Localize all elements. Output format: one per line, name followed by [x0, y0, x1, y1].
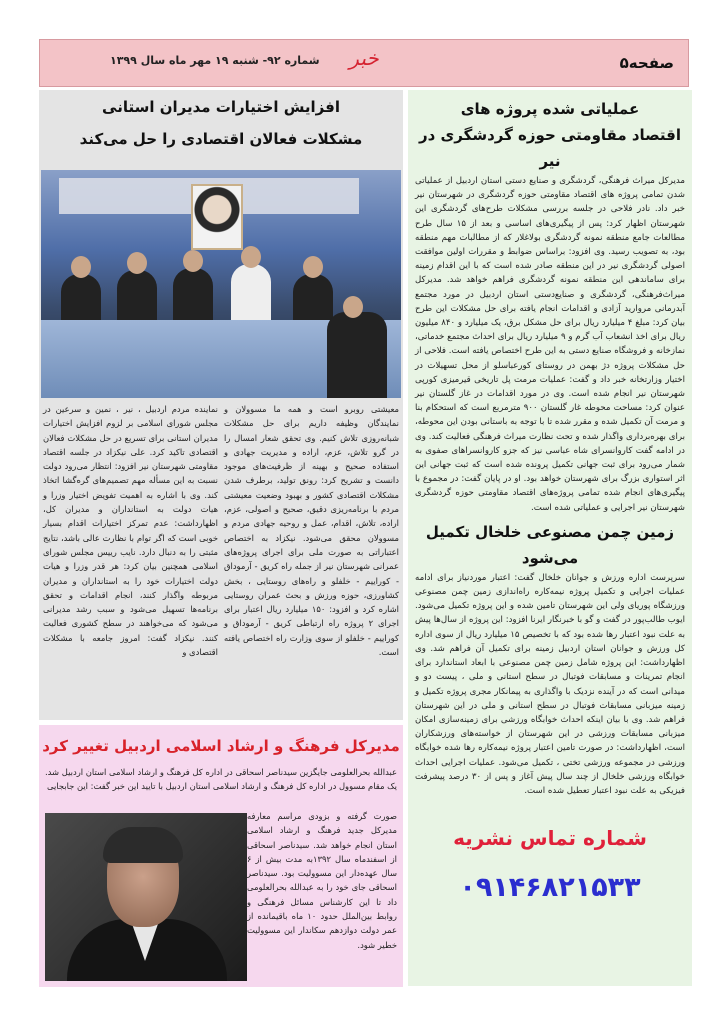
turf-article-title: زمین چمن مصنوعی خلخال تکمیل می‌شود: [425, 522, 675, 567]
tourism-article-body: مدیرکل میراث فرهنگی، گردشگری و صنایع دستی استان اردبیل از عملیاتی شدن تمامی پروژه های اقتصاد مقاومتی حوزه گردشگری در شهرستان نیر خبر داد. نادر فلاحی در جلسه بررسی مشکلات طرح‌های گردشگری این شهرستان اظهار کرد: پس از پیگیری‌های اساسی و بعد از ۱۵ سال طرح مطالعات جامع منطقه نمونه گردشگری بولاغلار که از مطالبات مهم منطقه بود، به تصویب رسید. وی افزود: براساس ضوابط و مقررات اولین موافقت اصولی گردشگری نیر در این منطقه صادر شده است که با این اقدام زمینه برای ساماندهی این منطقه نمونه گردشگری فراهم خواهد شد. مدیرکل میراث‌فرهنگی، گردشگری و صنایع‌دستی استان اردبیل در مورد مجتمع آبدرمانی مروارید آزادی و اقدامات انجام یافته برای حل مشکلات این طرح بیان کرد: مبلغ ۴ میلیارد ریال برای حل مشکل برق، یک میلیارد و ۸۴۰ میلیون ریال برای اخذ انشعاب آب گرم و ۹ میلیارد ریال برای احداث مجتمع خدماتی، نمازخانه و فروشگاه صنایع دستی به این طرح اختصاص یافته است. فلاحی از حل مشکلات پروژه دژ بهمن در روستای کورعباسلو از محل تسهیلات در اختیار وزارتخانه خبر داد و گفت: عملیات مرمت پل تاریخی قیرمیزی کورپی شهرستان نیر انجام شده است. وی در مورد اقدامات در غاز گلستان نیر عنوان کرد: مساحت محوطه غار گلستان ۹۰۰ مترمربع است که استحکام بنا و مرمت آن تکمیل شده و مقرر شده تا با توجه به باستانی بودن این محوطه، برای بهره‌برداری واگذار شده و تحت نظارت میراث فرهنگی فعالیت کند. وی در ادامه گفت کاروانسرای شاه عباسی نیز که جزو کاروانسراهای صفوی به شمار می‌رود برای ثبت جهانی تکمیل پرونده شده است که ثبت جهانی این اثر استواری بزرگ برای شهرستان خواهد بود. او در پایان گفت: در مجموع با پیگیری‌های انجام شده تمامی پروژه‌های اقتصاد مقاومتی حوزه گردشگری شهرستان نیر اجرایی و عملیاتی شده است.: [415, 176, 685, 513]
director-portrait-photo: [45, 813, 247, 981]
turf-article-body: سرپرست اداره ورزش و جوانان خلخال گفت: اعتبار موردنیاز برای ادامه عملیات اجرایی و تکمیل پروژه نیمه‌کاره راه‌اندازی زمین چمن مصنوعی ورزشگاه پوریای ولی این شهرستان تامین شده و این پروژه تکمیل می‌شود. ایوب طالب‌پور در گفت و گو با خبرنگار ایرنا افزود: این پروژه از سال‌ها پیش به علت نبود اعتبار رها شده بود که با تخصیص ۱۵ میلیارد ریال از سوی اداره کل ورزش و جوانان استان اردبیل زمینه برای تکمیل آن فراهم شد. وی اظهارداشت: این پروژه شامل زمین چمن مصنوعی با ابعاد استاندارد برای انجام تمرینات و مسابقات فوتبال در سطح استانی و ملی ، پیست دو و میدانی است که در آینده نزدیک با واگذاری به پیمانکار مجری پروژه تکمیل و زمینه میزبانی مسابقات فوتبال در سطح استانی و ملی در این شهرستان فراهم شد. وی با بیان اینکه احداث خوابگاه ورزشی برای زمینه‌سازی امکان میزبانی مسابقات ورزشی در این شهرستان از خواسته‌های ورزشکاران است، اظهارداشت: در صورت تامین اعتبار پروژه نیمه‌کاره رها شده خوابگاه ورزشی در مجموعه ورزشی تختی ، تکمیل می‌شود. عملیات اجرایی احداث خوابگاه ورزشی خلخال از چند سال پیش آغاز و پس از ۳۰ درصد پیشرفت فیزیکی به علت نبود اعتبار تعطیل شده است.: [415, 572, 686, 796]
masthead-logo: خبر: [349, 46, 379, 70]
page-header: [39, 39, 689, 87]
culture-article-title: مدیرکل فرهنگ و ارشاد اسلامی اردبیل تغییر کرد: [42, 737, 400, 755]
authority-article-col2: معیشتی روبرو است و همه ما مسوولان و نمایندگان وظیفه داریم برای حل مشکلات شبانه‌روزی تلاش کنیم. وی تحقق شعار امسال را در گرو تلاش، عزم، اراده و مدیریت جهادی و استفاده صحیح و بهینه از ظرفیت‌های موجود دانست و تشریح کرد: رونق تولید، برطرف شدن مشکلات اقتصادی کشور و بهبود وضعیت معیشتی مردم با برنامه‌ریزی دقیق، صحیح و اصولی، عزم، اراده، تلاش، اقدام، عمل و روحیه جهادی مردم و مسوولان محقق می‌شود. نیکزاد به اختصاص اعتباراتی به صورت ملی برای اجرای پروژه‌های عمرانی شهرستان نیر از جمله راه کریق - آرموداق - کوراییم - خلفلو و راه‌های روستایی ، بخش کشاورزی، حوزه ورزش و بحث عمران روستایی اشاره کرد و افزود: ۱۵۰ میلیارد ریال اعتبار برای اجرای ۲ پروژه راه ارتباطی کریق - آرموداق و کوراییم - خلفلو از سوی وزارت راه اختصاص یافته است.: [224, 404, 400, 658]
contact-phone: ۰۹۱۴۶۸۲۱۵۳۳: [459, 872, 641, 904]
tourism-article-title-line2: اقتصاد مقاومتی حوزه گردشگری در نیر: [418, 126, 682, 170]
authority-article-title-line2: مشکلات فعالان اقتصادی را حل می‌کند: [79, 130, 363, 148]
culture-article-body: صورت گرفته و بزودی مراسم معارفه مدیرکل جدید فرهنگ و ارشاد اسلامی استان انجام خواهد شد. سیدناصر اسحاقی از اسفندماه سال ۱۳۹۲به مدت بیش از ۶ سال عهده‌دار این مسوولیت بود. سیدناصر اسحاقی جای خود را به عبدالله بحرالعلومی داد تا این کارشناس مسائل فرهنگی و روابط بین‌الملل حدود ۱۰ ماه باقیمانده از عمر دولت دوازدهم سکاندار این مسوولیت خطیر شود.: [247, 811, 397, 950]
tourism-article-column: [408, 90, 692, 986]
authority-article-col1: نماینده مردم اردبیل ، نیر ، نمین و سرعین در مجلس شورای اسلامی بر لزوم افزایش اختیارات مدیران استانی برای تسریع در حل مشکلات فعالان اقتصادی تاکید کرد. علی نیکزاد در جلسه اقتصاد مقاومتی شهرستان نیر افزود: انتظار می‌رود دولت نسبت به این مسأله مهم تصمیم‌های گره‌گشا اتخاذ کند. وی با اشاره به اهمیت تفویض اختیار وزرا و هیات دولت به استانداران و مدیران کل، اظهارداشت: عدم تمرکز اختیارات اقدام بسیار خوبی است که اگر توام با نظارت عالی باشد، نتایج مثبتی را به دنبال دارد. نایب رییس مجلس شورای اسلامی همچنین بیان کرد: هر قدر وزرا و هیات دولت اختیارات خود را به استانداران و مدیران مربوطه واگذار کنند، انجام اقدامات و تحقق برنامه‌ها تسهیل می‌شود و سبب رشد مدیرانی می‌شود که می‌خواهند در سطح کشوری فعالیت کنند. نیکزاد گفت: امروز جامعه با مشکلات اقتصادی و: [43, 404, 218, 658]
issue-info: شماره ۹۲- شنبه ۱۹ مهر ماه سال ۱۳۹۹: [110, 54, 320, 67]
page-number: صفحه۵: [619, 54, 674, 72]
culture-article-intro: عبدالله بحرالعلومی جایگزین سیدناصر اسحاقی در اداره کل فرهنگ و ارشاد اسلامی استان اردبیل شد. یک مقام مسوول در اداره کل فرهنگ و ارشاد اسلامی استان اردبیل با تایید این خبر گفت: این جابجایی: [45, 767, 397, 792]
meeting-photo: [41, 170, 401, 398]
culture-article: [39, 725, 403, 987]
tourism-article-title-line1: عملیاتی شده پروژه های: [460, 100, 640, 118]
authority-article-title-line1: افزایش اختیارات مدیران استانی: [102, 98, 340, 116]
contact-title: شماره تماس نشریه: [453, 826, 647, 851]
authority-article: [39, 90, 403, 720]
